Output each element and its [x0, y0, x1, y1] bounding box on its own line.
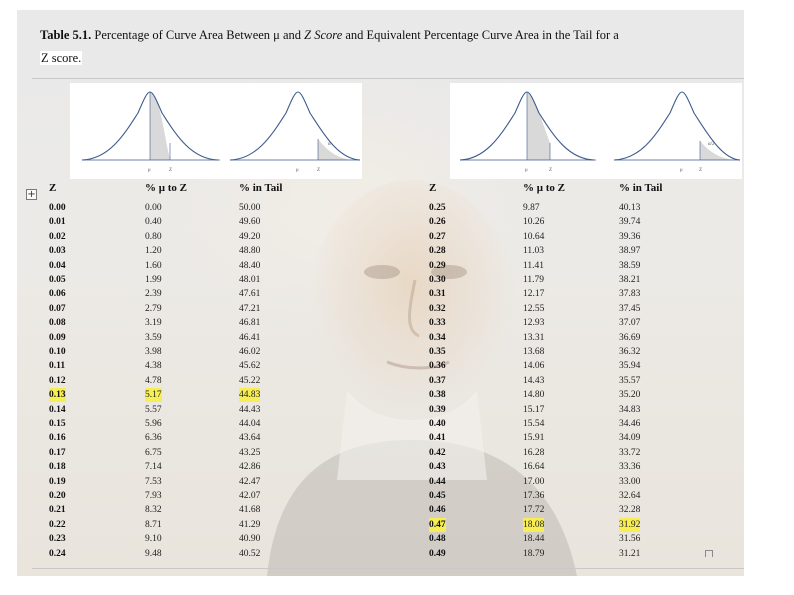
cell-tail: 47.61: [239, 289, 261, 300]
cell-z: 0.05: [49, 275, 66, 285]
cell-tail: 38.21: [619, 275, 641, 285]
cell-mu-to-z: 17.36: [523, 491, 545, 501]
table-row: [17, 388, 744, 402]
table-row: [17, 302, 744, 316]
table-row: [17, 273, 744, 287]
cell-tail: 42.86: [239, 462, 261, 473]
table-title: [40, 24, 740, 70]
cell-mu-to-z: 9.87: [523, 203, 540, 213]
cell-mu-to-z: 15.54: [523, 419, 545, 429]
header-tail-right: % in Tail: [619, 182, 663, 194]
cell-tail: 31.56: [619, 534, 641, 545]
cell-tail: 34.09: [619, 433, 641, 444]
cell-tail: 38.97: [619, 246, 641, 257]
cell-z: 0.12: [49, 375, 66, 386]
cell-tail: 46.81: [239, 318, 261, 329]
cell-z: 0.02: [49, 231, 66, 242]
cell-z: 0.19: [49, 476, 66, 487]
table-row: [17, 259, 744, 273]
table-row: [17, 460, 744, 474]
cell-mu-to-z: 5.17: [145, 390, 162, 401]
cell-tail: 32.64: [619, 491, 641, 501]
cell-tail: 43.64: [239, 433, 261, 444]
cell-mu-to-z: 12.17: [523, 289, 545, 300]
cell-mu-to-z: 2.79: [145, 303, 162, 314]
cell-mu-to-z: 18.79: [523, 548, 545, 559]
cell-tail: 35.57: [619, 375, 641, 386]
cell-mu-to-z: 15.91: [523, 433, 545, 444]
cell-z: 0.22: [49, 519, 66, 530]
cell-tail: 37.45: [619, 303, 641, 314]
table-row: [17, 417, 744, 431]
header-z-right: Z: [429, 182, 437, 194]
cell-z: 0.29: [429, 260, 446, 271]
cell-z: 0.23: [49, 534, 66, 545]
table-document: [17, 10, 744, 576]
cell-mu-to-z: 14.43: [523, 375, 545, 386]
cell-tail: 48.40: [239, 260, 261, 271]
z-label: Z: [169, 168, 173, 173]
cell-tail: 36.32: [619, 347, 641, 357]
cell-tail: 46.41: [239, 332, 261, 343]
cell-z: 0.36: [429, 361, 446, 372]
cell-tail: 39.36: [619, 231, 641, 242]
cell-tail: 33.00: [619, 476, 641, 487]
header-z-left: Z: [49, 182, 57, 194]
cell-tail: 41.68: [239, 505, 261, 516]
cell-tail: 36.69: [619, 332, 641, 343]
cell-z: 0.06: [49, 289, 66, 300]
cell-mu-to-z: 12.93: [523, 318, 545, 329]
table-row: [17, 316, 744, 330]
cell-mu-to-z: 14.80: [523, 390, 545, 401]
table-row: [17, 244, 744, 258]
cell-mu-to-z: 15.17: [523, 404, 545, 415]
cell-mu-to-z: 1.99: [145, 275, 162, 285]
cell-z: 0.11: [49, 361, 66, 372]
cell-mu-to-z: 3.59: [145, 332, 162, 343]
cell-z: 0.43: [429, 462, 446, 473]
cell-tail: 39.74: [619, 217, 641, 228]
cell-mu-to-z: 5.96: [145, 419, 162, 429]
cell-mu-to-z: 0.40: [145, 217, 162, 228]
cell-tail: 43.25: [239, 447, 261, 458]
cell-z: 0.16: [49, 433, 66, 444]
cell-mu-to-z: 8.32: [145, 505, 162, 516]
cell-mu-to-z: 3.98: [145, 347, 162, 357]
cell-tail: 40.13: [619, 203, 641, 213]
cell-mu-to-z: 12.55: [523, 303, 545, 314]
cell-tail: 45.62: [239, 361, 261, 372]
cell-mu-to-z: 5.57: [145, 404, 162, 415]
header-mu-to-z-left: % μ to Z: [145, 182, 187, 194]
cell-tail: 50.00: [239, 203, 261, 213]
cell-z: 0.45: [429, 491, 446, 501]
table-row: [17, 201, 744, 215]
svg-text:α/2: α/2: [708, 142, 715, 147]
mu-label: μ: [148, 168, 151, 173]
table-row: [17, 431, 744, 445]
cell-z: 0.20: [49, 491, 66, 501]
cell-tail: 49.60: [239, 217, 261, 228]
cell-z: 0.08: [49, 318, 66, 329]
tail-label: α: [328, 142, 331, 147]
cell-mu-to-z: 17.00: [523, 476, 545, 487]
cell-z: 0.30: [429, 275, 446, 285]
cell-tail: 42.07: [239, 491, 261, 501]
cell-tail: 32.28: [619, 505, 641, 516]
cell-z: 0.41: [429, 433, 446, 444]
table-row: [17, 287, 744, 301]
table-row: [17, 547, 744, 561]
title-z-score: Z Score: [304, 28, 343, 42]
cell-z: 0.24: [49, 548, 66, 559]
cell-z: 0.03: [49, 246, 66, 257]
cell-mu-to-z: 11.41: [523, 260, 545, 271]
cell-z: 0.21: [49, 505, 66, 516]
cell-mu-to-z: 10.26: [523, 217, 545, 228]
cell-z: 0.28: [429, 246, 446, 257]
table-row: [17, 403, 744, 417]
cell-z: 0.32: [429, 303, 446, 314]
cell-tail: 41.29: [239, 519, 261, 530]
cell-z: 0.26: [429, 217, 446, 228]
cell-tail: 33.36: [619, 462, 641, 473]
svg-text:μ: μ: [296, 168, 299, 173]
cell-mu-to-z: 7.53: [145, 476, 162, 487]
cell-mu-to-z: 0.00: [145, 203, 162, 213]
cell-tail: 46.02: [239, 347, 261, 357]
cell-z: 0.48: [429, 534, 446, 545]
table-row: [17, 489, 744, 503]
cell-mu-to-z: 1.20: [145, 246, 162, 257]
cell-mu-to-z: 16.64: [523, 462, 545, 473]
table-row: [17, 503, 744, 517]
cell-z: 0.17: [49, 447, 66, 458]
table-row: [17, 345, 744, 359]
cell-mu-to-z: 8.71: [145, 519, 162, 530]
table-row: [17, 230, 744, 244]
cell-tail: 44.83: [239, 390, 261, 401]
cell-z: 0.09: [49, 332, 66, 343]
cell-mu-to-z: 11.79: [523, 275, 545, 285]
cell-z: 0.10: [49, 347, 66, 357]
cell-z: 0.44: [429, 476, 446, 487]
cell-tail: 35.20: [619, 390, 641, 401]
cell-mu-to-z: 16.28: [523, 447, 545, 458]
cell-tail: 31.21: [619, 548, 641, 559]
table-row: [17, 518, 744, 532]
title-line-2: Z score.: [41, 51, 82, 65]
cell-tail: 44.43: [239, 404, 261, 415]
table-row: [17, 532, 744, 546]
table-row: [17, 359, 744, 373]
cell-mu-to-z: 13.68: [523, 347, 545, 357]
cell-tail: 47.21: [239, 303, 261, 314]
cell-tail: 45.22: [239, 375, 261, 386]
cell-z: 0.33: [429, 318, 446, 329]
cell-z: 0.40: [429, 419, 446, 429]
cell-mu-to-z: 9.10: [145, 534, 162, 545]
table-row: [17, 475, 744, 489]
svg-text:Z: Z: [317, 168, 321, 173]
cell-mu-to-z: 17.72: [523, 505, 545, 516]
cell-z: 0.42: [429, 447, 446, 458]
cell-z: 0.31: [429, 289, 446, 300]
cell-tail: 37.07: [619, 318, 641, 329]
cell-mu-to-z: 6.75: [145, 447, 162, 458]
header-tail-left: % in Tail: [239, 182, 283, 194]
table-bottom-rule: [32, 568, 744, 569]
cell-z: 0.38: [429, 390, 446, 401]
cell-tail: 40.90: [239, 534, 261, 545]
cell-z: 0.00: [49, 203, 66, 213]
cell-mu-to-z: 18.44: [523, 534, 545, 545]
cell-mu-to-z: 0.80: [145, 231, 162, 242]
cell-tail: 35.94: [619, 361, 641, 372]
cell-z: 0.49: [429, 548, 446, 559]
cell-z: 0.34: [429, 332, 446, 343]
title-text-2: and Equivalent Percentage Curve Area in the Tail for a: [342, 28, 619, 42]
cell-mu-to-z: 18.08: [523, 519, 545, 530]
cell-z: 0.18: [49, 462, 66, 473]
cell-mu-to-z: 3.19: [145, 318, 162, 329]
cell-tail: 42.47: [239, 476, 261, 487]
svg-text:Z: Z: [699, 168, 703, 173]
cell-z: 0.46: [429, 505, 446, 516]
expand-icon[interactable]: +: [27, 189, 36, 200]
table-number: Table 5.1.: [40, 28, 92, 42]
header-mu-to-z-right: % μ to Z: [523, 182, 565, 194]
cell-mu-to-z: 10.64: [523, 231, 545, 242]
cell-z: 0.25: [429, 203, 446, 213]
table-row: [17, 215, 744, 229]
cell-tail: 38.59: [619, 260, 641, 271]
cell-mu-to-z: 4.38: [145, 361, 162, 372]
curve-panel-mu-to-z-1: [70, 83, 362, 179]
cell-mu-to-z: 1.60: [145, 260, 162, 271]
title-text-1: Percentage of Curve Area Between μ and: [91, 28, 305, 42]
table-row: [17, 374, 744, 388]
svg-text:Z: Z: [549, 168, 553, 173]
title-divider: [32, 78, 744, 79]
table-row: [17, 446, 744, 460]
cell-z: 0.35: [429, 347, 446, 357]
cell-z: 0.39: [429, 404, 446, 415]
cell-tail: 37.83: [619, 289, 641, 300]
cell-z: 0.07: [49, 303, 66, 314]
cell-tail: 44.04: [239, 419, 261, 429]
cell-z: 0.37: [429, 375, 446, 386]
cell-tail: 33.72: [619, 447, 641, 458]
cell-tail: 48.01: [239, 275, 261, 285]
cell-mu-to-z: 7.14: [145, 462, 162, 473]
cell-tail: 40.52: [239, 548, 261, 559]
cell-z: 0.04: [49, 260, 66, 271]
table-row: [17, 331, 744, 345]
cell-tail: 49.20: [239, 231, 261, 242]
cell-tail: 34.83: [619, 404, 641, 415]
cell-z: 0.27: [429, 231, 446, 242]
cell-z: 0.01: [49, 217, 66, 228]
cell-mu-to-z: 14.06: [523, 361, 545, 372]
slide-area: [17, 10, 744, 576]
cell-tail: 31.92: [619, 519, 641, 530]
cell-z: 0.15: [49, 419, 66, 429]
cell-tail: 34.46: [619, 419, 641, 429]
cell-z: 0.47: [429, 519, 446, 530]
cell-mu-to-z: 4.78: [145, 375, 162, 386]
cell-tail: 48.80: [239, 246, 261, 257]
svg-text:μ: μ: [525, 168, 528, 173]
cell-mu-to-z: 9.48: [145, 548, 162, 559]
cell-mu-to-z: 13.31: [523, 332, 545, 343]
cell-z: 0.14: [49, 404, 66, 415]
cell-mu-to-z: 7.93: [145, 491, 162, 501]
cell-mu-to-z: 2.39: [145, 289, 162, 300]
cell-z: 0.13: [49, 390, 66, 401]
cell-mu-to-z: 6.36: [145, 433, 162, 444]
page-corner-icon: [705, 550, 713, 557]
curve-panel-mu-to-z-2: [450, 83, 742, 179]
svg-text:μ: μ: [680, 168, 683, 173]
cell-mu-to-z: 11.03: [523, 246, 545, 257]
